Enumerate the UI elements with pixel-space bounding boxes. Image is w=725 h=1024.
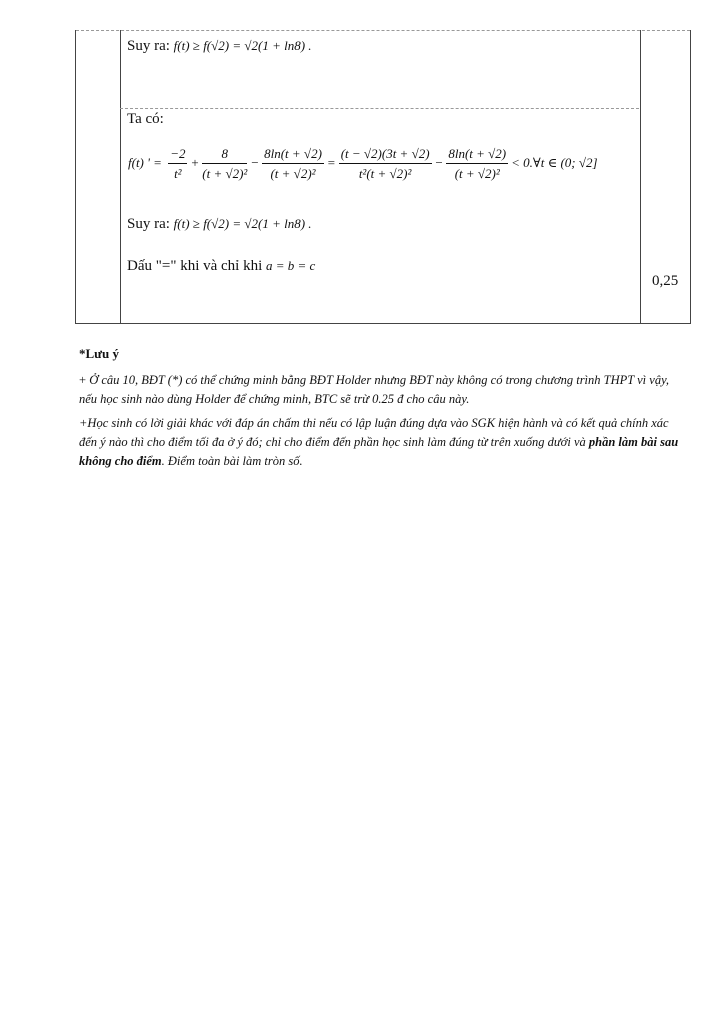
derivative-formula: f(t) ' = $\frac{-2}{\text{t²}}$ + $\frac{8}{\text{(t + √2)²}}$ − $\frac{8\ln(t + √2)}{\text{(t + √2)²}}$ = $\frac{(t - √2)(3t + √2)}{\text{t²(t + √2)²}}$ − $\frac{8\ln(t + √2)}{\text{(t + √2)²}}$ < 0.∀t ∈ (0; √2]: [128, 146, 598, 181]
row2-conclusion-formula: f(t) ≥ f(√2) = √2(1 + ln8) .: [173, 216, 312, 231]
equality-formula: a = b = c: [266, 258, 316, 273]
fraction-term1: $\frac{-2}{\text{t²}}$: [170, 146, 186, 181]
equality-condition: [127, 258, 315, 275]
note-1: [79, 371, 689, 409]
row2-conclusion-label: Suy ra:: [127, 216, 170, 232]
note-1-plus: +: [79, 373, 87, 387]
row1-formula: f(t) ≥ f(√2) = √2(1 + ln8) .: [173, 38, 312, 53]
fraction-term3: $\frac{8\ln(t + √2)}{\text{(t + √2)²}}$: [264, 146, 322, 181]
fraction-term4: $\frac{8\ln(t + √2)}{\text{(t + √2)²}}$: [448, 146, 507, 181]
row1-label: Suy ra:: [127, 38, 170, 54]
score-value: 0,25: [652, 273, 679, 289]
derivative-lhs: f(t) ' =: [128, 154, 162, 170]
row2-conclusion: [127, 216, 312, 233]
column-divider-left: [120, 30, 121, 323]
derivative-tail: < 0.∀t ∈ (0; √2]: [511, 154, 598, 170]
fraction-term2: $\frac{8}{\text{(t + √2)²}}$: [202, 146, 248, 181]
column-divider-right: [640, 30, 641, 323]
row-dashed-divider: [120, 108, 639, 109]
fraction-equal: $\frac{(t - √2)(3t + √2)}{\text{t²(t + √2)²}}$: [340, 146, 430, 181]
row1-line: [127, 38, 312, 55]
note-1-text: Ở câu 10, BĐT (*) có thể chứng minh bằng BĐT Holder nhưng BĐT này không có trong chương trình THPT vì vậy, nếu học sinh nào dùng Holder để chứng minh, BTC sẽ trừ 0.25 đ cho câu này.: [79, 373, 670, 406]
note-2-text-b: . Điểm toàn bài làm tròn số.: [161, 454, 303, 468]
note-2: [79, 414, 689, 471]
note-2-bold: phần làm bài sau không cho điểm: [79, 435, 679, 468]
notes-title: *Lưu ý: [79, 346, 119, 361]
table-top-dashed-border: [76, 30, 690, 31]
equality-text: Dấu "=" khi và chỉ khi: [127, 258, 263, 274]
note-2-text-a: +Học sinh có lời giải khác với đáp án chấm thi nếu có lập luận đúng dựa vào SGK hiện hành và có kết quả chính xác đến ý nào thì cho điểm tối đa ở ý đó; chỉ cho điểm đến phần học sinh làm đúng từ trên xuống dưới và: [79, 416, 669, 449]
row2-intro: Ta có:: [127, 111, 164, 127]
